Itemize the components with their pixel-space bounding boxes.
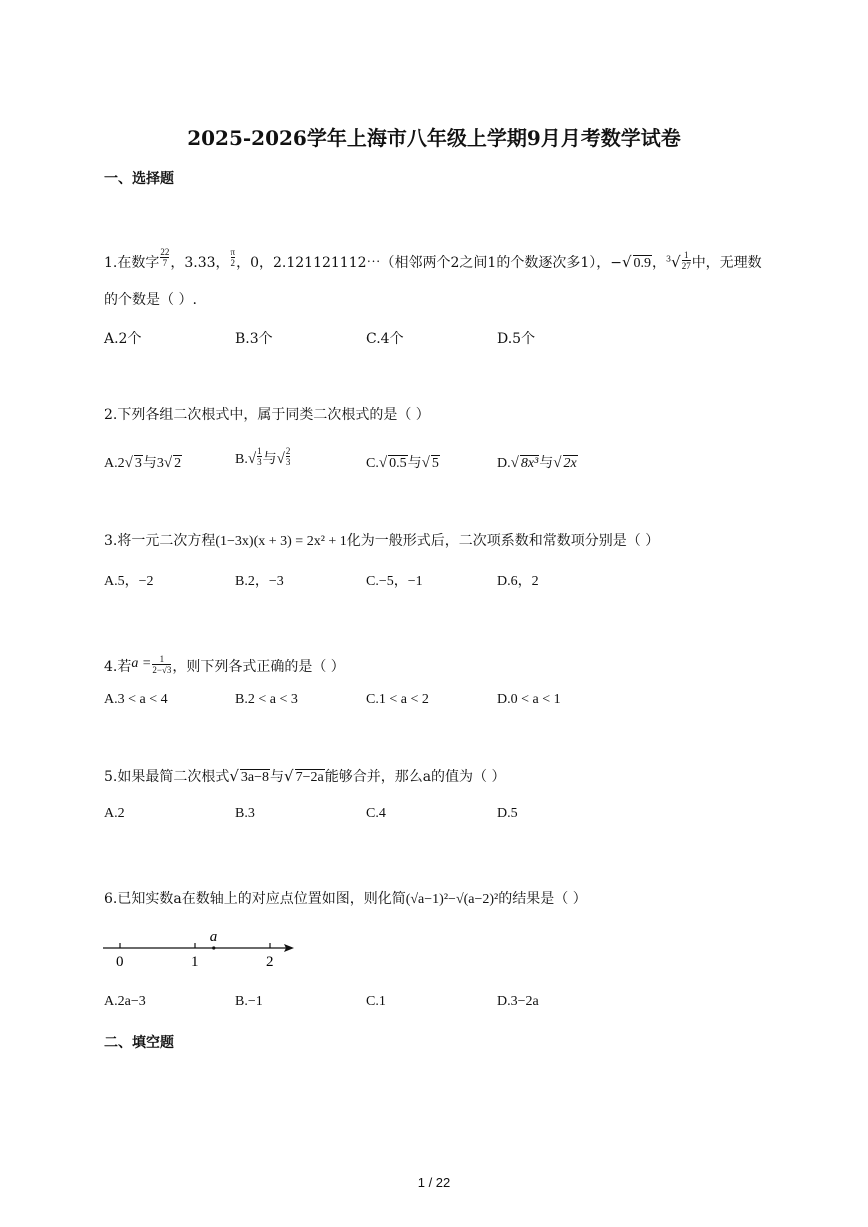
question-1: 1.在数字 $\frac{22}{7}$ ，3.33， $\frac{\pi}{2}$ ，0，2.121121112⋯（相邻两个2之间1的个数逐次多1），−√ 0.9，$^3$√ $\frac{1}{27}$ 中，无理数 [104, 246, 762, 271]
q5-option-a[interactable]: A.2 [104, 806, 125, 821]
q4-option-d[interactable]: D.0 < a < 1 [497, 692, 561, 707]
tick-1: 1 [191, 954, 199, 970]
q1-option-d[interactable]: D.5个 [497, 331, 536, 347]
q3-option-b[interactable]: B.2，−3 [235, 574, 284, 589]
question-3: 3.将一元二次方程(1−3x)(x + 3) = 2x² + 1化为一般形式后，二次项系数和常数项分别是（ ） [104, 533, 660, 549]
q6-option-a[interactable]: A.2a−3 [104, 994, 146, 1009]
question-1-line2: 的个数是（ ）. [104, 292, 197, 308]
section-heading-fill: 二、填空题 [104, 1035, 174, 1051]
question-5: 5.如果最简二次根式√ 3a−8与√ 7−2a能够合并，那么a的值为（ ） [104, 767, 506, 785]
q2-option-d[interactable]: D.√ 8x³与√ 2x [497, 455, 577, 471]
q6-option-c[interactable]: C.1 [366, 994, 386, 1009]
q1-option-b[interactable]: B.3个 [235, 331, 273, 347]
q3-option-c[interactable]: C.−5，−1 [366, 574, 423, 589]
fraction-1-27: $\frac{1}{27}$ [681, 249, 691, 271]
cube-root-index: 3 [666, 254, 672, 264]
tick-2: 2 [266, 954, 274, 970]
q1-option-c[interactable]: C.4个 [366, 331, 404, 347]
q6-option-b[interactable]: B.−1 [235, 994, 263, 1009]
question-4: 4.若a = $\frac{1}{2-√3}$ ，则下列各式正确的是（ ） [104, 653, 345, 675]
fraction-pi-2: $\frac{\pi}{2}$ [230, 246, 236, 268]
fraction-1-over-2-minus-root3: $\frac{1}{2-√3}$ [152, 653, 172, 675]
question-2: 2.下列各组二次根式中，属于同类二次根式的是（ ） [104, 407, 430, 423]
q1-lead: 1.在数字 [104, 255, 160, 271]
q3-equation: (1−3x)(x + 3) = 2x² + 1 [215, 534, 347, 549]
q5-option-c[interactable]: C.4 [366, 806, 386, 821]
label-a: a [209, 929, 218, 945]
tick-0: 0 [116, 954, 124, 970]
q1-option-a[interactable]: A.2个 [104, 331, 142, 347]
q4-option-c[interactable]: C.1 < a < 2 [366, 692, 429, 707]
q4-option-a[interactable]: A.3 < a < 4 [104, 692, 168, 707]
sqrt-0-9: 0.9 [633, 256, 652, 271]
q3-option-d[interactable]: D.6，2 [497, 574, 539, 589]
q4-option-b[interactable]: B.2 < a < 3 [235, 692, 298, 707]
q2-option-b[interactable]: B.√ $\frac{1}{3}$ 与√ $\frac{2}{3}$ [235, 446, 291, 468]
q6-expr1: (√a−1)² [405, 892, 449, 907]
page-number: 1 / 22 [417, 1175, 451, 1190]
q5-option-d[interactable]: D.5 [497, 806, 518, 821]
q5-option-b[interactable]: B.3 [235, 806, 255, 821]
radical-sign: √ [621, 253, 632, 271]
page-title: 2025-2026学年上海市八年级上学期9月月考数学试卷 [187, 126, 681, 150]
q2-option-a[interactable]: A.2√ 3与3√ 2 [104, 455, 182, 471]
point-a [212, 946, 215, 949]
q2-option-c[interactable]: C.√ 0.5与√ 5 [366, 455, 439, 471]
fraction-22-7: $\frac{22}{7}$ [160, 246, 170, 268]
question-6: 6.已知实数a在数轴上的对应点位置如图，则化简(√a−1)²−√(a−2)²的结果是（ ） [104, 891, 587, 907]
q3-option-a[interactable]: A.5，−2 [104, 574, 154, 589]
number-line [100, 925, 300, 970]
q6-expr2: √(a−2)² [455, 892, 499, 907]
q6-option-d[interactable]: D.3−2a [497, 994, 539, 1009]
section-heading-choice: 一、选择题 [104, 171, 174, 187]
